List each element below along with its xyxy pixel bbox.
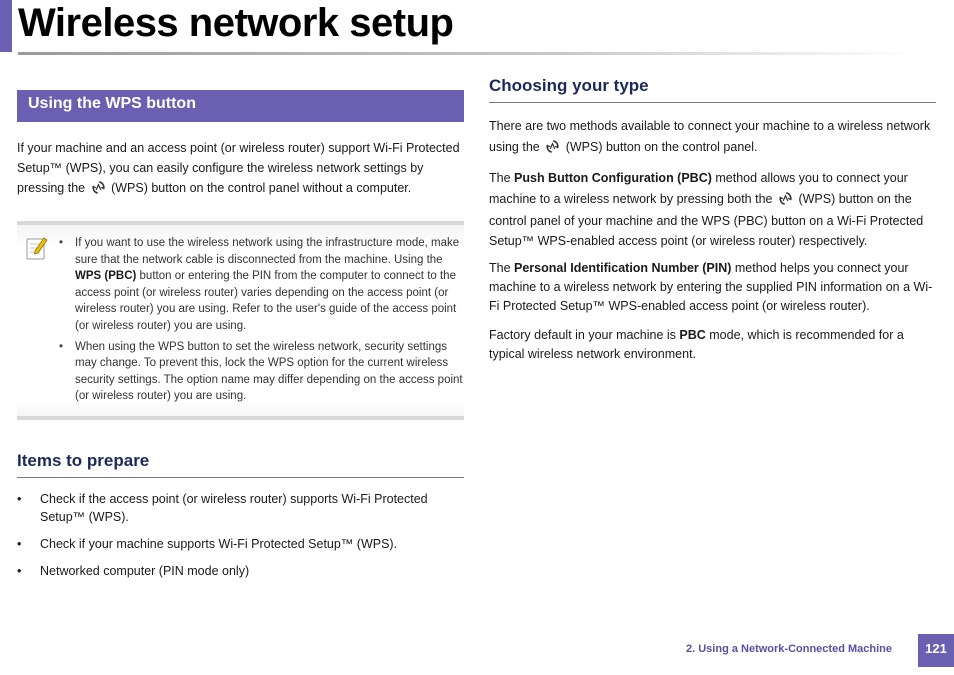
paragraph-line: machine to a wireless network by entering the supplied PIN information on a Wi-	[489, 280, 933, 294]
page-number-badge: 121	[918, 634, 954, 667]
note-pencil-icon	[25, 235, 49, 261]
items-heading-rule	[17, 477, 464, 478]
wps-intro-text: pressing the	[17, 181, 86, 195]
paragraph-line	[489, 259, 949, 278]
list-item: • Networked computer (PIN mode only)	[17, 562, 457, 580]
wps-icon	[91, 180, 106, 195]
paragraph-line	[489, 168, 949, 188]
paragraph-line	[489, 137, 949, 158]
note-text: If you want to use the wireless network using the infrastructure mode, make sure that the network cable is disconnected from the machine. Using the	[75, 237, 460, 266]
wps-section-title: Using the WPS button	[28, 95, 196, 112]
items-heading: Items to prepare	[17, 451, 150, 470]
type-paragraph-pin	[489, 259, 949, 316]
wps-icon	[545, 139, 560, 154]
paragraph-text: (WPS) button on the	[798, 192, 912, 206]
paragraph-text: method allows you to connect your	[711, 171, 908, 185]
list-item: • Check if the access point (or wireless router) supports Wi-Fi Protected Setup™ (WPS).	[17, 490, 457, 526]
paragraph-text: Factory default in your machine is	[489, 328, 680, 342]
footer-chapter-label: 2. Using a Network-Connected Machine	[686, 643, 892, 655]
paragraph-text: The	[489, 261, 515, 275]
paragraph-line	[489, 326, 949, 345]
items-list	[17, 490, 457, 589]
wps-intro-paragraph	[17, 138, 467, 198]
wps-intro-line: If your machine and an access point (or wireless router) support Wi-Fi Protected	[17, 141, 460, 155]
pbc-term: Push Button Configuration (PBC)	[514, 171, 712, 185]
note-item	[57, 235, 463, 335]
page-title: Wireless network setup	[18, 1, 454, 45]
paragraph-line: Setup™ WPS-enabled access point (or wireless router) respectively.	[489, 234, 868, 248]
paragraph-text: (WPS) button on the control panel.	[565, 140, 758, 154]
paragraph-text: The	[489, 171, 515, 185]
paragraph-line: Fi Protected Setup™ WPS-enabled access point (or wireless router).	[489, 299, 870, 313]
paragraph-text: using the	[489, 140, 540, 154]
note-box	[17, 221, 464, 420]
wps-icon	[778, 191, 793, 206]
choosing-type-heading: Choosing your type	[489, 76, 649, 95]
wps-intro-line: Setup™ (WPS), you can easily configure the wireless network settings by	[17, 161, 424, 175]
title-accent-bar	[0, 0, 12, 52]
pbc-default-term: PBC	[679, 328, 706, 342]
type-paragraph-1	[489, 116, 949, 158]
note-text: button or entering the PIN from the computer to connect to the access point (or wireless router) varies depending on the access point (or wireless router) you are using. Refer to the user's guide of the access point (or wireless router) you are using.	[75, 270, 457, 332]
note-item: • When using the WPS button to set the wireless network, security settings may change. To prevent this, lock the WPS option for the current wireless security settings. The option name may differ depending on the access point (or wireless router) you are using.	[57, 339, 463, 405]
paragraph-line: There are two methods available to connect your machine to a wireless network	[489, 119, 931, 133]
paragraph-line	[489, 188, 949, 211]
note-bold-text: WPS (PBC)	[75, 270, 137, 283]
type-paragraph-pbc	[489, 168, 949, 251]
choosing-type-rule	[489, 102, 936, 103]
paragraph-line: typical wireless network environment.	[489, 347, 697, 361]
type-paragraph-default	[489, 326, 949, 364]
paragraph-text: method helps you connect your	[731, 261, 909, 275]
title-underline	[18, 52, 918, 55]
wps-section-banner	[17, 90, 464, 122]
paragraph-text: machine to a wireless network by pressing both the	[489, 192, 773, 206]
wps-intro-line	[17, 178, 467, 198]
paragraph-line: control panel of your machine and the WPS (PBC) button on a Wi-Fi Protected	[489, 214, 924, 228]
pin-term: Personal Identification Number (PIN)	[514, 261, 732, 275]
note-list	[57, 235, 463, 409]
wps-intro-text: (WPS) button on the control panel without a computer.	[111, 181, 412, 195]
list-item: • Check if your machine supports Wi-Fi Protected Setup™ (WPS).	[17, 535, 457, 553]
paragraph-text: mode, which is recommended for a	[705, 328, 904, 342]
